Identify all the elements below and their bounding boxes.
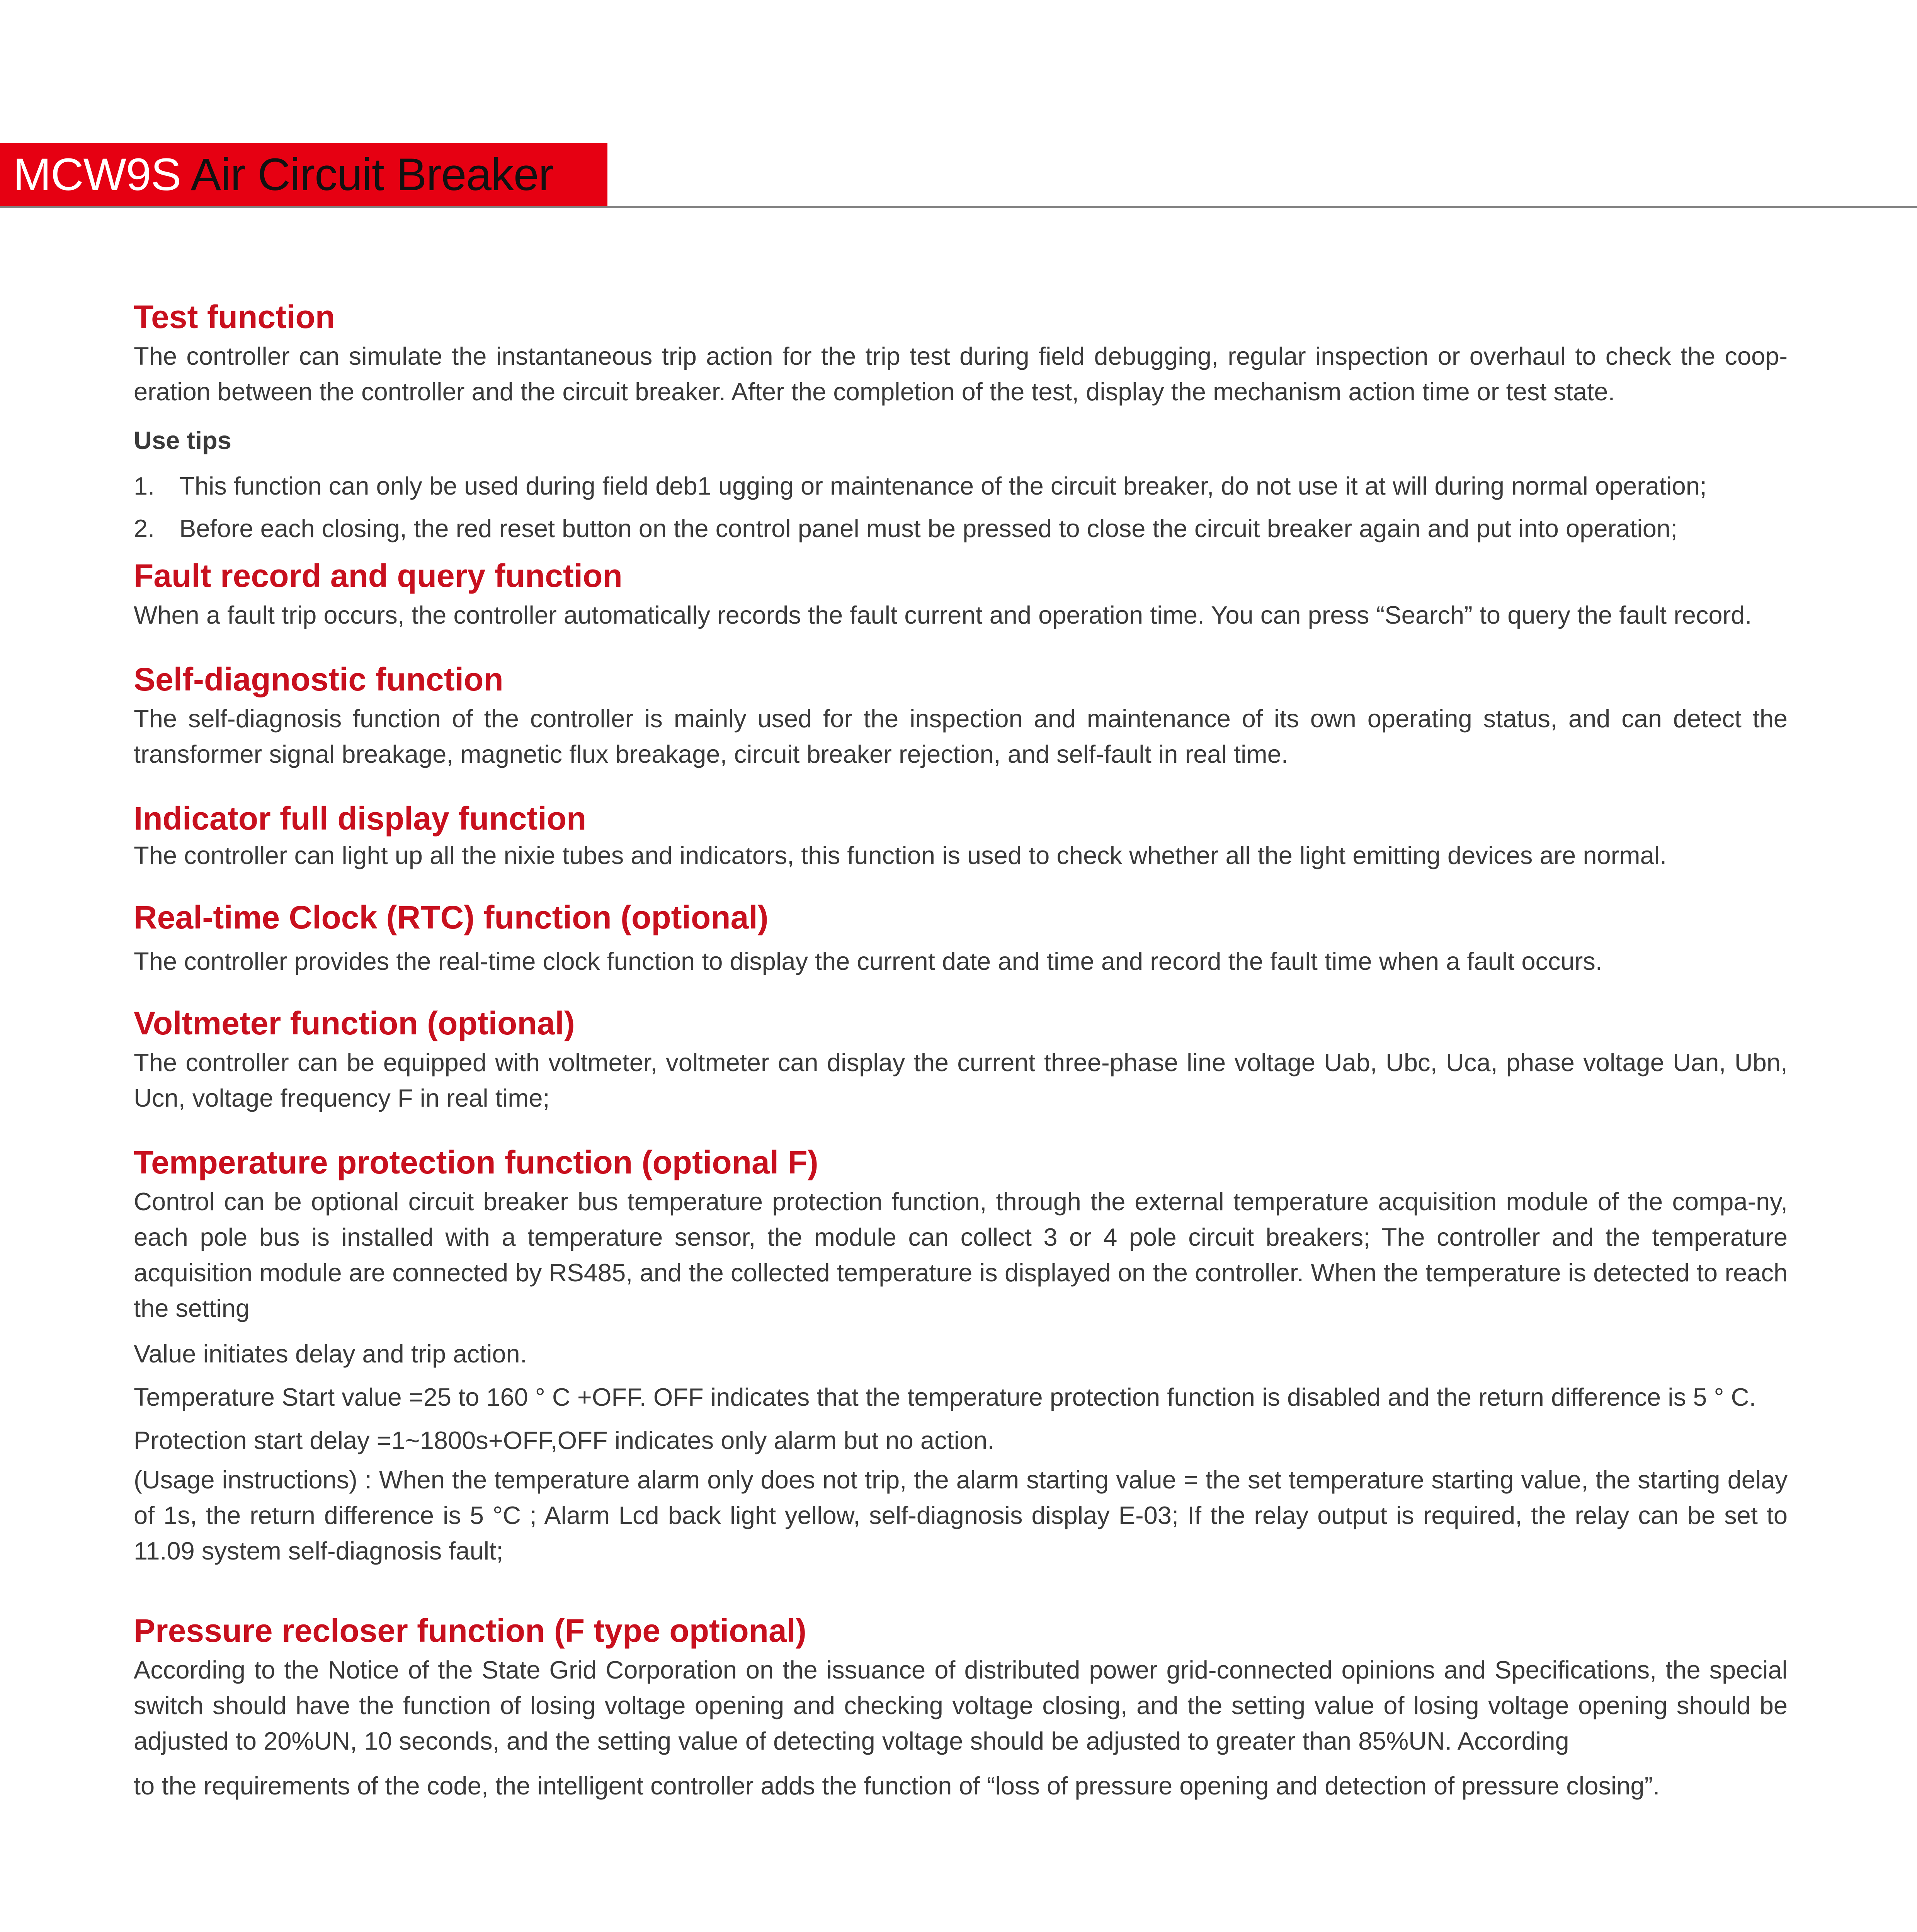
document-body [134, 298, 1788, 1801]
section-paragraph: The controller can be equipped with voltmeter, voltmeter can display the current three-phase line voltage Uab, Ubc, Uca, phase voltage Uan, Ubn, Ucn, voltage frequency F in real time; [134, 1048, 1788, 1112]
section-rtc [134, 898, 1788, 977]
product-name: Air Circuit Breaker [181, 149, 553, 200]
section-paragraph: When a fault trip occurs, the controller automatically records the fault current and operation time. You can press “Search” to query the fault record. [134, 601, 1752, 629]
section-heading: Pressure recloser function (F type optional) [134, 1612, 806, 1649]
section-heading: Real-time Clock (RTC) function (optional) [134, 899, 769, 935]
list-item [134, 514, 1788, 543]
list-item-number: 2. [134, 514, 155, 543]
section-fault-record [134, 556, 1788, 633]
section-voltmeter [134, 1004, 1788, 1116]
section-paragraph: to the requirements of the code, the intelligent controller adds the function of “loss of pressure opening and detection of pressure closing”. [134, 1772, 1660, 1800]
section-heading: Fault record and query function [134, 558, 623, 594]
section-paragraph: Control can be optional circuit breaker bus temperature protection function, through the external temperature acquisition module of the compa-ny, each pole bus is installed with a temperature sensor, the module can collect 3 or 4 pole circuit breakers; The controller and the temperature acquisition module are connected by RS485, and the collected temperature is displayed on the controller. When the temperature is detected to reach the setting [134, 1187, 1788, 1322]
section-heading: Temperature protection function (optional F) [134, 1144, 818, 1180]
section-paragraph: Temperature Start value =25 to 160 ° C +OFF. OFF indicates that the temperature protection function is disabled and the return difference is 5 ° C. [134, 1383, 1756, 1411]
list-item-text: Before each closing, the red reset button on the control panel must be pressed to close the circuit breaker again and put into operation; [179, 514, 1678, 543]
list-item [134, 471, 1788, 501]
header-divider [0, 206, 1917, 208]
section-paragraph: Protection start delay =1~1800s+OFF,OFF indicates only alarm but no action. [134, 1426, 995, 1454]
page-header-title [13, 148, 553, 202]
section-heading: Voltmeter function (optional) [134, 1005, 575, 1041]
section-self-diagnostic [134, 660, 1788, 772]
use-tips-label: Use tips [134, 426, 231, 454]
product-code: MCW9S [13, 149, 181, 200]
section-pressure-recloser [134, 1611, 1788, 1801]
section-paragraph: (Usage instructions) : When the temperature alarm only does not trip, the alarm starting value = the set temperature starting value, the starting delay of 1s, the return difference is 5 °C ; Alarm Lcd back light yellow, self-diagnosis display E-03; If the relay output is required, the relay can be set to 11.09 system self-diagnosis fault; [134, 1466, 1788, 1565]
section-paragraph: The controller can light up all the nixie tubes and indicators, this function is used to check whether all the light emitting devices are normal. [134, 841, 1667, 869]
list-item-text: This function can only be used during field deb1 ugging or maintenance of the circuit breaker, do not use it at will during normal operation; [179, 472, 1707, 500]
section-paragraph: Value initiates delay and trip action. [134, 1340, 527, 1368]
section-paragraph: According to the Notice of the State Grid Corporation on the issuance of distributed power grid-connected opinions and Specifications, the special switch should have the function of losing voltage opening and checking voltage closing, and the setting value of losing voltage opening should be adjusted to 20%UN, 10 seconds, and the setting value of detecting voltage should be adjusted to greater than 85%UN. According [134, 1656, 1788, 1755]
section-heading: Self-diagnostic function [134, 661, 503, 697]
section-heading: Indicator full display function [134, 800, 587, 837]
list-item-number: 1. [134, 472, 155, 500]
section-paragraph: The controller can simulate the instantaneous trip action for the trip test during field debugging, regular inspection or overhaul to check the coop-eration between the controller and the circuit breaker. After the completion of the test, display the mechanism action time or test state. [134, 342, 1788, 406]
section-test-function [134, 298, 1788, 543]
section-paragraph: The self-diagnosis function of the controller is mainly used for the inspection and maintenance of its own operating status, and can detect the transformer signal breakage, magnetic flux breakage, circuit breaker rejection, and self-fault in real time. [134, 704, 1788, 768]
section-paragraph: The controller provides the real-time clock function to display the current date and time and record the fault time when a fault occurs. [134, 947, 1602, 975]
section-heading: Test function [134, 299, 335, 335]
section-indicator-display [134, 799, 1788, 871]
use-tips-list [134, 471, 1788, 543]
section-temperature-protection [134, 1143, 1788, 1569]
